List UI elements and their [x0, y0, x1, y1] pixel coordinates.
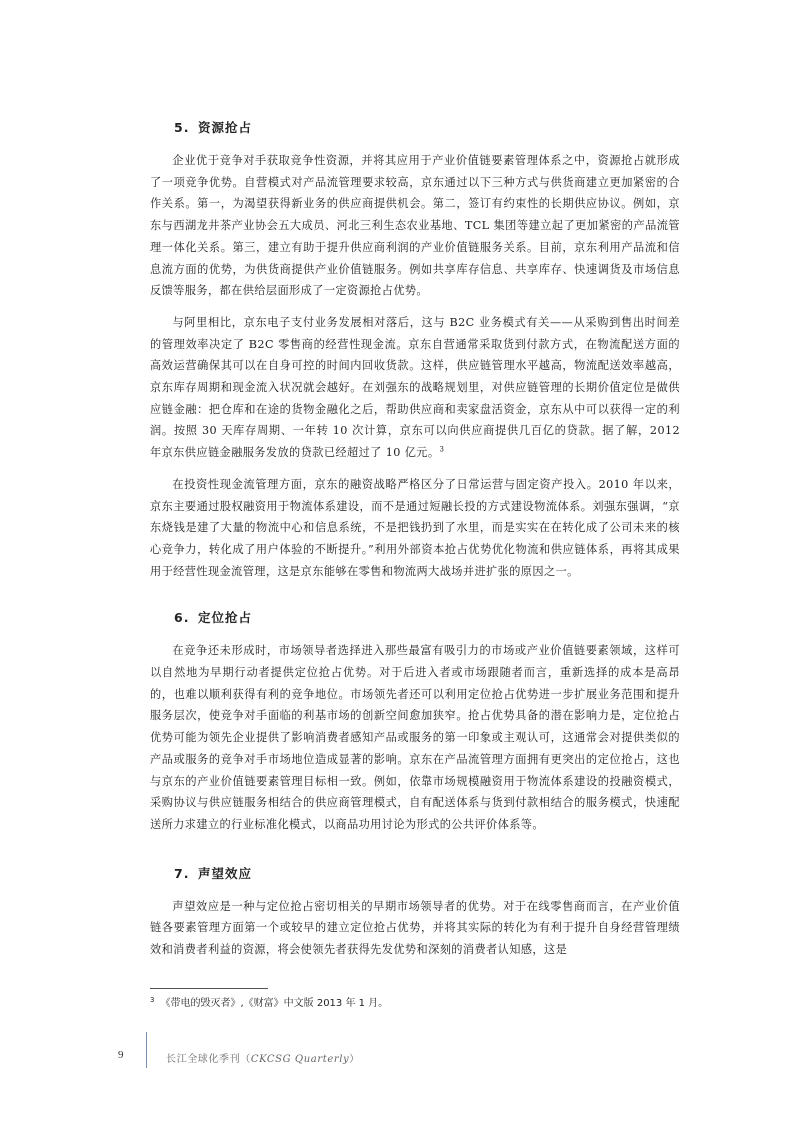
paragraph: [150, 312, 680, 464]
running-footer: 长江全球化季刊（CKCSG Quarterly）: [166, 1054, 360, 1065]
journal-name-en: CKCSG Quarterly: [250, 1054, 350, 1065]
section-title-text: 资源抢占: [198, 120, 253, 135]
section-heading: [174, 118, 680, 136]
section-7: [150, 864, 680, 961]
paragraph: 企业优于竞争对手获取竞争性资源，并将其应用于产业价值链要素管理体系之中，资源抢占就形成了一项竞争优势。自营模式对产品流管理要求较高，京东通过以下三种方式与供货商建立更加紧密的合作关系。第一，为渴望获得新业务的供应商提供机会。第二，签订有约束性的长期供应协议。例如，京东与西湖龙井茶产业协会五大成员、河北三利生态农业基地、TCL 集团等建立起了更加紧密的产品流管理一体化关系。第三，建立有助于提升供应商利润的产业价值链服务关系。目前，京东利用产品流和信息流方面的优势，为供货商提供产业价值链服务。例如共享库存信息、共享库存、快速调货及市场信息反馈等服务，都在供给层面形成了一定资源抢占优势。: [150, 154, 680, 298]
section-6: [150, 608, 680, 835]
section-number: 5.: [174, 120, 190, 135]
footnote-ref[interactable]: 3: [439, 445, 445, 454]
paragraph: 声望效应是一种与定位抢占密切相关的早期市场领导者的优势。对于在线零售商而言，在产业价值链各要素管理方面第一个或较早的建立定位抢占优势，并将其实际的转化为有利于提升自身经营管理绩效和消费者利益的资源，将会使领先者获得先发优势和深刻的消费者认知感，这是: [150, 899, 680, 957]
section-heading: [174, 608, 680, 626]
paragraph-text: 与阿里相比，京东电子支付业务发展相对落后，这与 B2C 业务模式有关——从采购到售出时间差的管理效率决定了 B2C 零售商的经营性现金流。京东自营通常采取货到付款方式，在物流配送方面的高效运营确保其可以在自身可控的时间内回收货款。这样，供应链管理水平越高，物流配送效率越高，京东库存周期和现金流入状况就会越好。在刘强东的战略规划里，对供应链管理的长期价值定位是做供应链金融：把仓库和在途的货物金融化之后，帮助供应商和卖家盘活资金，京东从中可以获得一定的利润。按照 30 天库存周期、一年转 10 次计算，京东可以向供应商提供几百亿的贷款。据了解，2012 年京东供应链金融服务发放的贷款已经超过了 10 亿元。: [150, 315, 680, 460]
paragraph: 在竞争还未形成时，市场领导者选择进入那些最富有吸引力的市场或产业价值链要素领域，这样可以自然地为早期行动者提供定位抢占优势。对于后进入者或市场跟随者而言，重新选择的成本是高昂的，也难以顺利获得有利的竞争地位。市场领先者还可以利用定位抢占优势进一步扩展业务范围和提升服务层次，使竞争对手面临的利基市场的创新空间愈加狭窄。抢占优势具备的潜在影响力是，定位抢占优势可能为领先企业提供了影响消费者感知产品或服务的第一印象或主观认可，这通常会对提供类似的产品或服务的竞争对手市场地位造成显著的影响。京东在产品流管理方面拥有更突出的定位抢占，这也与京东的产业价值链要素管理目标相一致。例如，依靠市场规模融资用于物流体系建设的投融资模式，采购协议与供应链服务相结合的供应商管理模式，自有配送体系与货到付款相结合的服务模式，快速配送所力求建立的行业标准化模式，以商品功用讨论为形式的公共评价体系等。: [150, 644, 680, 831]
footnote-text: 《带电的毁灭者》,《财富》中文版 2013 年 1 月。: [160, 998, 389, 1009]
section-heading: [174, 864, 680, 882]
paragraph: 在投资性现金流管理方面，京东的融资战略严格区分了日常运营与固定资产投入。2010 年以来，京东主要通过股权融资用于物流体系建设，而不是通过短融长投的方式建设物流体系。刘强东强调，“京东烧钱是建了大量的物流中心和信息系统，不是把钱扔到了水里，而是实实在在转化成了公司未来的核心竞争力，转化成了用户体验的不断提升。”利用外部资本抢占优势优化物流和供应链体系，再将其成果用于经营性现金流管理，这是京东能够在零售和物流两大战场并进扩张的原因之一。: [150, 477, 680, 578]
page-body: [150, 118, 680, 971]
section-title-text: 定位抢占: [198, 610, 253, 626]
footnote-divider: [150, 988, 268, 989]
footnote: [150, 994, 680, 1009]
page-number: 9: [118, 1049, 124, 1061]
section-number: 6.: [174, 610, 190, 626]
section-5: [150, 118, 680, 582]
journal-name-cn: 长江全球化季刊: [166, 1054, 241, 1065]
footnote-number: 3: [150, 995, 155, 1004]
section-title-text: 声望效应: [198, 865, 253, 881]
footer-divider: [146, 1032, 147, 1068]
section-number: 7.: [174, 865, 190, 881]
